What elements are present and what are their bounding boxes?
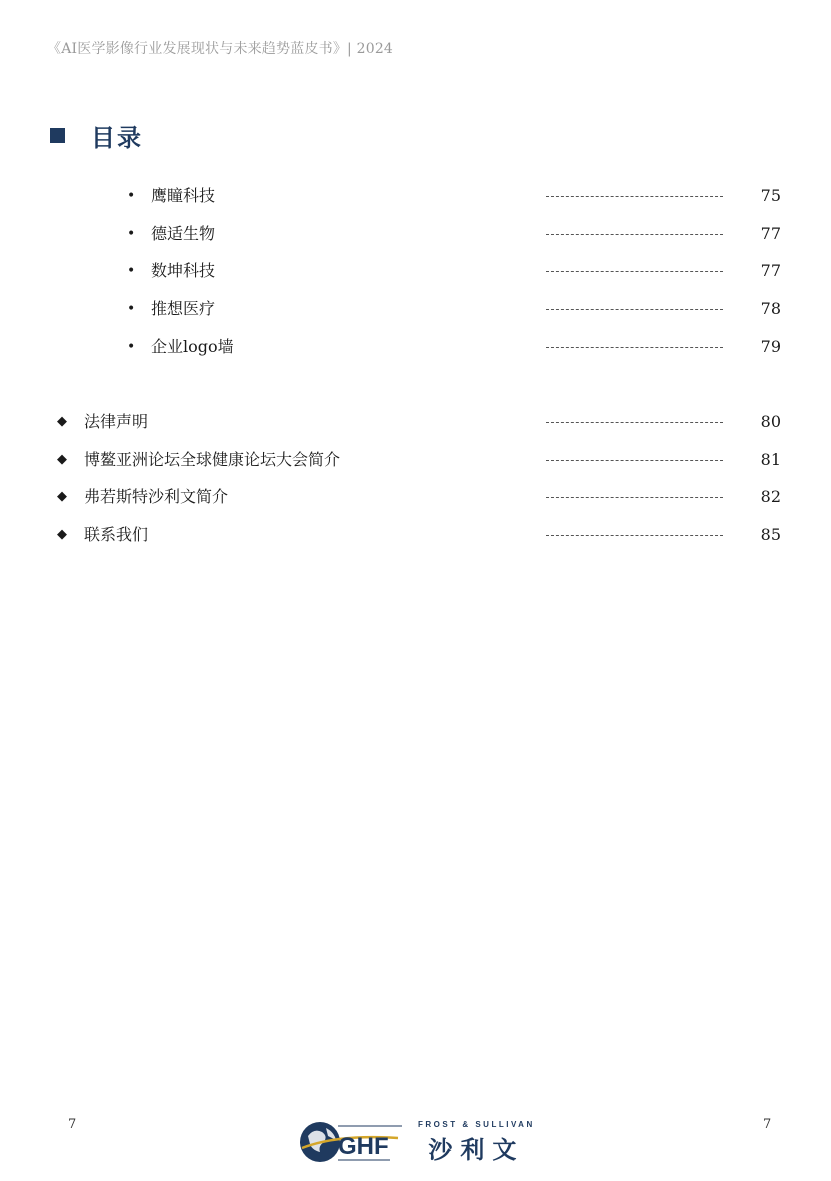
toc-page-number: 81 bbox=[760, 450, 781, 469]
toc-sub-item[interactable] bbox=[0, 297, 831, 321]
toc-leader bbox=[546, 497, 723, 498]
toc-leader bbox=[546, 347, 723, 348]
toc-page-number: 80 bbox=[760, 412, 781, 431]
toc-item-label: 联系我们 bbox=[84, 525, 149, 544]
toc-leader bbox=[546, 309, 723, 310]
square-icon bbox=[50, 128, 65, 143]
toc-item-label: 法律声明 bbox=[84, 412, 149, 431]
frost-sullivan-logo bbox=[418, 1120, 535, 1165]
bullet-icon: • bbox=[127, 301, 136, 317]
toc-main-item[interactable] bbox=[0, 523, 831, 547]
diamond-icon: ◆ bbox=[57, 489, 67, 504]
toc-heading bbox=[50, 118, 143, 153]
toc-leader bbox=[546, 460, 723, 461]
toc-item-label: 鹰瞳科技 bbox=[151, 186, 216, 205]
toc-item-label: 德适生物 bbox=[151, 224, 216, 243]
toc-sub-item[interactable] bbox=[0, 335, 831, 359]
toc-item-label: 弗若斯特沙利文简介 bbox=[84, 487, 229, 506]
fs-logo-top: FROST & SULLIVAN bbox=[418, 1119, 535, 1129]
header-title: 《AI医学影像行业发展现状与未来趋势蓝皮书》| 2024 bbox=[47, 41, 394, 57]
toc-page-number: 77 bbox=[760, 224, 781, 243]
toc-main-item[interactable] bbox=[0, 448, 831, 472]
fs-logo-bottom: 沙利文 bbox=[428, 1135, 525, 1164]
toc-item-label: 博鳌亚洲论坛全球健康论坛大会简介 bbox=[84, 450, 341, 469]
footer-logos bbox=[298, 1118, 535, 1166]
diamond-icon: ◆ bbox=[57, 452, 67, 467]
ghf-logo bbox=[298, 1118, 408, 1166]
toc-main-item[interactable] bbox=[0, 485, 831, 509]
toc-item-label: 数坤科技 bbox=[151, 261, 216, 280]
footer-page-number-right: 7 bbox=[763, 1117, 772, 1132]
toc-leader bbox=[546, 196, 723, 197]
toc-page-number: 77 bbox=[760, 261, 781, 280]
toc-item-label: 企业logo墙 bbox=[151, 337, 234, 356]
toc-sub-item[interactable] bbox=[0, 222, 831, 246]
toc-page-number: 85 bbox=[760, 525, 781, 544]
diamond-icon: ◆ bbox=[57, 414, 67, 429]
footer-page-number-left: 7 bbox=[68, 1117, 77, 1132]
toc-leader bbox=[546, 271, 723, 272]
bullet-icon: • bbox=[127, 339, 136, 355]
bullet-icon: • bbox=[127, 188, 136, 204]
bullet-icon: • bbox=[127, 263, 136, 279]
toc-heading-text: 目录 bbox=[91, 123, 143, 152]
toc-page-number: 78 bbox=[760, 299, 781, 318]
toc-sub-item[interactable] bbox=[0, 259, 831, 283]
toc-leader bbox=[546, 535, 723, 536]
ghf-logo-text: GHF bbox=[338, 1133, 389, 1160]
bullet-icon: • bbox=[127, 226, 136, 242]
toc-item-label: 推想医疗 bbox=[151, 299, 216, 318]
toc-sub-item[interactable] bbox=[0, 184, 831, 208]
toc-main-item[interactable] bbox=[0, 410, 831, 434]
toc-page-number: 75 bbox=[760, 186, 781, 205]
toc-page-number: 82 bbox=[760, 487, 781, 506]
toc-leader bbox=[546, 234, 723, 235]
toc-page-number: 79 bbox=[760, 337, 781, 356]
diamond-icon: ◆ bbox=[57, 527, 67, 542]
toc-leader bbox=[546, 422, 723, 423]
